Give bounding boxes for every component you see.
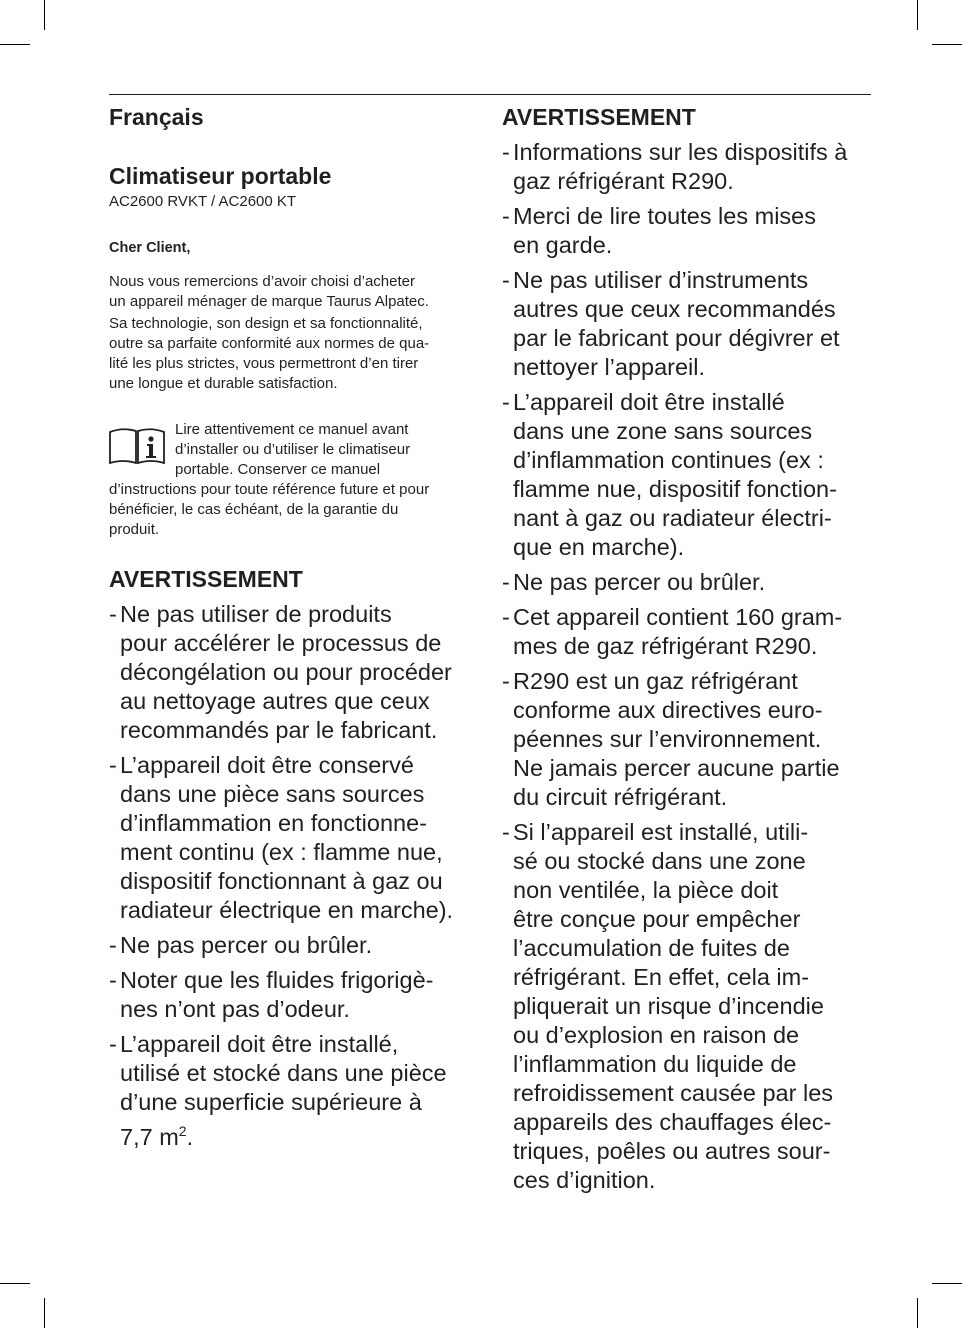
bullet-dash: - bbox=[502, 267, 510, 293]
warning-text: L’appareil doit être installé dans une zone sans sources d’inflammation continues (ex : flamme nue, dispositif fonction- nant à gaz ou radiateur électri- que en marche). bbox=[513, 389, 837, 560]
crop-mark bbox=[44, 0, 45, 30]
crop-mark bbox=[932, 44, 962, 45]
page-title: Climatiseur portable bbox=[109, 163, 332, 189]
warning-list-right bbox=[502, 138, 847, 1201]
warning-item bbox=[502, 568, 847, 597]
warning-text: Ne pas percer ou brûler. bbox=[513, 569, 766, 595]
bullet-dash: - bbox=[109, 967, 117, 993]
bullet-dash: - bbox=[502, 569, 510, 595]
header-rule bbox=[109, 94, 871, 95]
warning-item bbox=[502, 202, 847, 260]
superscript: 2 bbox=[178, 1123, 187, 1139]
warning-text: Ne pas percer ou brûler. bbox=[120, 932, 373, 958]
intro-paragraph-1: Nous vous remercions d’avoir choisi d’acheter un appareil ménager de marque Taurus Alpatec. bbox=[109, 273, 429, 310]
bullet-dash: - bbox=[502, 139, 510, 165]
bullet-dash: - bbox=[109, 752, 117, 778]
greeting: Cher Client, bbox=[109, 240, 191, 256]
warning-item bbox=[109, 931, 453, 960]
warning-text: Informations sur les dispositifs à gaz réfrigérant R290. bbox=[513, 139, 848, 194]
warning-text: Ne pas utiliser de produits pour accélérer le processus de décongélation ou pour procéder au nettoyage autres que ceux recommandés par le fabricant. bbox=[120, 601, 452, 743]
warning-item bbox=[502, 603, 847, 661]
warning-text: L’appareil doit être installé, utilisé et stocké dans une pièce d’une superficie supérieure à 7,7 m bbox=[120, 1031, 447, 1150]
info-notice-text-continued: d’instructions pour toute référence future et pour bénéficier, le cas échéant, de la garantie du produit. bbox=[109, 481, 430, 538]
warning-item bbox=[502, 667, 847, 812]
warning-text: Cet appareil contient 160 gram- mes de gaz réfrigérant R290. bbox=[513, 604, 843, 659]
warning-text: Noter que les fluides frigorigè- nes n’ont pas d’odeur. bbox=[120, 967, 434, 1022]
crop-mark bbox=[0, 44, 30, 45]
warning-item bbox=[109, 600, 453, 745]
warning-item bbox=[502, 266, 847, 382]
manual-info-icon bbox=[109, 426, 165, 464]
crop-mark bbox=[917, 0, 918, 30]
model-numbers: AC2600 RVKT / AC2600 KT bbox=[109, 193, 297, 210]
bullet-dash: - bbox=[109, 1031, 117, 1057]
crop-mark bbox=[0, 1283, 30, 1284]
warning-heading-left: AVERTISSEMENT bbox=[109, 566, 303, 592]
language-heading: Français bbox=[109, 104, 204, 130]
warning-text: Si l’appareil est installé, utili- sé ou stocké dans une zone non ventilée, la pièce doit être conçue pour empêcher l’accumulation de fuites de réfrigérant. En effet, cela im- pliquerait un risque d’incendie ou d’explosion en raison de l’inflammation du liquide de refroidissement causée par les appareils des chauffages élec- triques, poêles ou autres sour- ces d’ignition. bbox=[513, 819, 834, 1193]
warning-item bbox=[502, 138, 847, 196]
warning-heading-right: AVERTISSEMENT bbox=[502, 104, 696, 130]
info-notice-text: Lire attentivement ce manuel avant d’installer ou d’utiliser le climatiseur portable. Conserver ce manuel bbox=[175, 421, 411, 478]
bullet-dash: - bbox=[502, 604, 510, 630]
bullet-dash: - bbox=[502, 668, 510, 694]
warning-text: L’appareil doit être conservé dans une pièce sans sources d’inflammation en fonctionne- ment continu (ex : flamme nue, dispositif fonctionnant à gaz ou radiateur électrique en marche). bbox=[120, 752, 454, 923]
bullet-dash: - bbox=[502, 389, 510, 415]
warning-item bbox=[502, 818, 847, 1195]
bullet-dash: - bbox=[109, 601, 117, 627]
crop-mark bbox=[932, 1283, 962, 1284]
warning-item bbox=[109, 751, 453, 925]
warning-item bbox=[109, 966, 453, 1024]
warning-text: Ne pas utiliser d’instruments autres que ceux recommandés par le fabricant pour dégivrer et nettoyer l’appareil. bbox=[513, 267, 840, 380]
warning-text: Merci de lire toutes les mises en garde. bbox=[513, 203, 816, 258]
warning-item bbox=[109, 1030, 453, 1152]
warning-item bbox=[502, 388, 847, 562]
warning-list-left bbox=[109, 600, 453, 1158]
bullet-dash: - bbox=[502, 819, 510, 845]
crop-mark bbox=[917, 1298, 918, 1328]
warning-text: R290 est un gaz réfrigérant conforme aux directives euro- péennes sur l’environnement. Ne jamais percer aucune partie du circuit réfrigérant. bbox=[513, 668, 840, 810]
period: . bbox=[186, 1123, 194, 1150]
intro-paragraph-2: Sa technologie, son design et sa fonctionnalité, outre sa parfaite conformité aux normes de qua- lité les plus strictes, vous permettront d’en tirer une longue et durable satisfaction. bbox=[109, 315, 430, 392]
bullet-dash: - bbox=[502, 203, 510, 229]
crop-mark bbox=[44, 1298, 45, 1328]
bullet-dash: - bbox=[109, 932, 117, 958]
